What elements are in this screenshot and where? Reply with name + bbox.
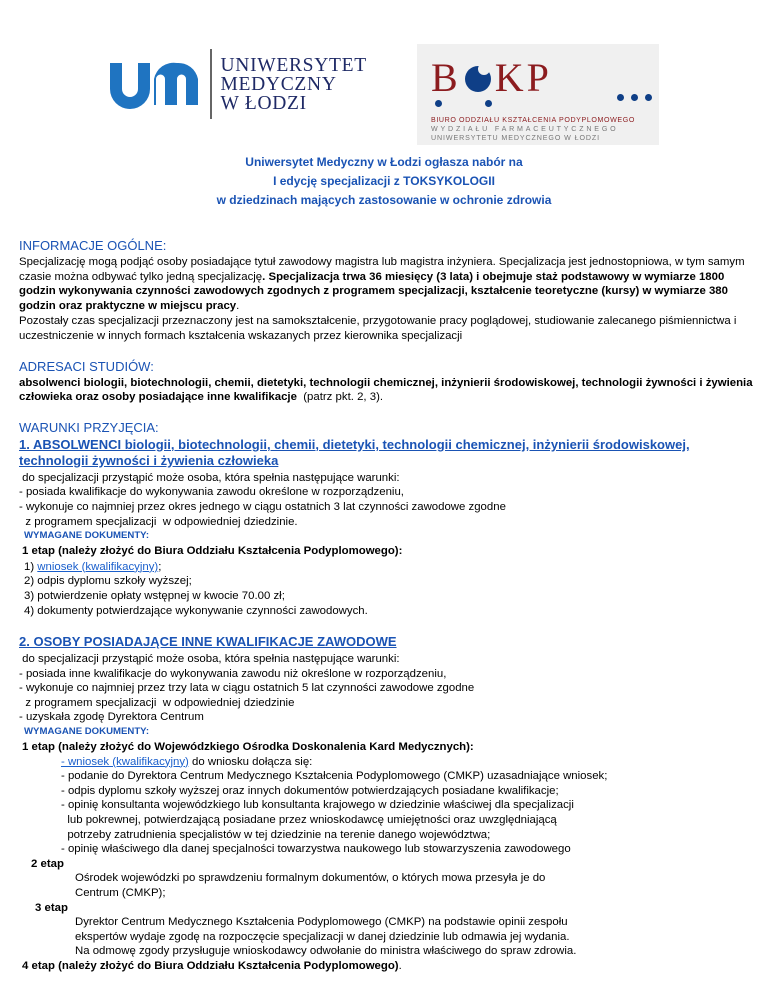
bokp-dot: [435, 100, 442, 107]
bokp-logo-word: B KP: [431, 55, 552, 100]
bokp-logo: [417, 44, 659, 145]
addressees-section: [19, 359, 754, 405]
section-heading: WARUNKI PRZYJĘCIA:: [19, 419, 159, 435]
logo-divider: [210, 49, 212, 119]
stage-1-heading: 1 etap (należy złożyć do Biura Oddziału Kształcenia Podyplomowego):: [22, 545, 403, 558]
conditions-section: [19, 420, 754, 974]
bokp-dot: [617, 94, 624, 101]
group2-title: 2. OSOBY POSIADAJĄCE INNE KWALIFIKACJE ZAWODOWE: [19, 634, 397, 650]
list-item: - opinię konsultanta wojewódzkiego lub konsultanta krajowego w dziedzinie właściwej dla specjalizacji: [61, 799, 574, 812]
list-item: - wniosek (kwalifikacyjny) do wniosku dołącza się:: [61, 755, 313, 768]
bokp-dot: [645, 94, 652, 101]
bokp-logo-subtitle: BIURO ODDZIAŁU KSZTAŁCENIA PODYPLOMOWEGO: [431, 116, 635, 124]
bokp-logo-circle: [465, 66, 491, 92]
group1-title: 1. ABSOLWENCI biologii, biotechnologii, chemii, dietetyki, technologii chemicznej, inżynierii środowiskowej, technologii żywności i żywienia człowieka: [19, 436, 690, 468]
required-documents-label: WYMAGANE DOKUMENTY:: [24, 726, 150, 738]
application-link[interactable]: - wniosek (kwalifikacyjny): [61, 755, 189, 768]
application-link[interactable]: wniosek (kwalifikacyjny): [37, 560, 159, 573]
stage-2-heading: 2 etap: [31, 857, 64, 870]
list-item: 4) dokumenty potwierdzające wykonywanie czynności zawodowych.: [24, 604, 368, 617]
document-list: [19, 560, 754, 618]
list-item: 3) potwierdzenie opłaty wstępnej w kwocie 70.00 zł;: [24, 589, 285, 602]
bokp-dot: [631, 94, 638, 101]
stage-2-text: Ośrodek wojewódzki po sprawdzeniu formalnym dokumentów, o których mowa przesyła je do Centrum (CMKP);: [75, 872, 546, 899]
group1-conditions: do specjalizacji przystąpić może osoba, która spełnia następujące warunki: - posiada kwalifikacje do wykonywania zawodu określone w rozporządzeniu, - wykonuje co najmniej przez okres jednego w ciągu ostatnich 3 lat czynności zawodowe zgodne z programem specjalizacji w odpowiedniej dziedzinie.: [19, 471, 506, 528]
list-item: - odpis dyplomu szkoły wyższej oraz innych dokumentów potwierdzających posiadane kwalifikacje;: [61, 784, 559, 797]
required-documents-label: WYMAGANE DOKUMENTY:: [24, 530, 150, 542]
section-heading: INFORMACJE OGÓLNE:: [19, 238, 167, 253]
list-item: lub pokrewnej, potwierdzającą posiadane przez wnioskodawcę umiejętności oraz uwzględniającą: [61, 814, 557, 827]
list-item: 1) wniosek (kwalifikacyjny);: [24, 560, 162, 573]
stage-1-list: [19, 755, 754, 857]
stage-3-heading: 3 etap: [35, 901, 68, 914]
group2-conditions: do specjalizacji przystąpić może osoba, która spełnia następujące warunki: - posiada inne kwalifikacje do wykonywania zawodu niż określone w rozporządzeniu, - wykonuje co najmniej przez trzy lata w ciągu ostatnich 5 lat czynności zawodowe zgodne z programem specjalizacji w odpowiedniej dziedzinie - uzyskała zgodę Dyrektora Centrum: [19, 653, 475, 724]
stage-4-heading: 4 etap (należy złożyć do Biura Oddziału Kształcenia Podyplomowego).: [22, 959, 402, 972]
section-heading: ADRESACI STUDIÓW:: [19, 358, 154, 374]
document-content: [19, 238, 754, 974]
um-logo-text: UNIWERSYTET MEDYCZNY W ŁODZI: [220, 54, 367, 114]
bokp-logo-subtitle: WYDZIAŁU FARMACEUTYCZNEGO: [431, 125, 619, 133]
um-logo-mark: [108, 59, 200, 109]
stage-1-heading: 1 etap (należy złożyć do Wojewódzkiego Ośrodka Doskonalenia Kard Medycznych):: [22, 741, 474, 754]
bokp-dot: [485, 100, 492, 107]
bokp-logo-subtitle: UNIWERSYTETU MEDYCZNEGO W ŁODZI: [431, 134, 600, 142]
general-info-section: [19, 238, 754, 344]
list-item: - opinię właściwego dla danej specjalności towarzystwa naukowego lub stowarzyszenia zawodowego: [61, 843, 571, 856]
paragraph: Pozostały czas specjalizacji przeznaczony jest na samokształcenie, przygotowanie pracy poglądowej, studiowanie zalecanego piśmiennictwa i uczestniczenie w innych formach kształcenia wskazanych przez kierownika specjalizacji: [19, 315, 737, 342]
stage-3-text: Dyrektor Centrum Medycznego Kształcenia Podyplomowego (CMKP) na podstawie opinii zespołu ekspertów wydaje zgodę na rozpoczęcie specjalizacji w danej dziedzinie lub odmawia jej wydania. Na odmowę zgody przysługuje wnioskodawcy odwołanie do ministra właściwego do spraw zdrowia.: [75, 916, 577, 958]
paragraph: absolwenci biologii, biotechnologii, chemii, dietetyki, technologii chemicznej, inżynierii środowiskowej, technologii żywności i żywienia człowieka oraz osoby posiadające inne kwalifikacje (patrz pkt. 2, 3).: [19, 376, 753, 404]
paragraph: Specjalizację mogą podjąć osoby posiadające tytuł zawodowy magistra lub magistra inżyniera. Specjalizacja jest jednostopniowa, w tym samym czasie można odbywać tylko jedną specjalizację. Specjalizacja trwa 36 miesięcy (3 lata) i obejmuje staż podstawowy w wymiarze 1800 godzin wykonywania czynności zawodowych zgodnych z programem specjalizacji, kształcenie teoretyczne (kursy) w wymiarze 380 godzin oraz praktyczne w miejscu pracy.: [19, 256, 745, 312]
announcement: Uniwersytet Medyczny w Łodzi ogłasza nabór na I edycję specjalizacji z TOKSYKOLOGII w dziedzinach mających zastosowanie w ochronie zdrowia: [216, 155, 552, 207]
university-logo: [108, 49, 367, 119]
list-item: 2) odpis dyplomu szkoły wyższej;: [24, 575, 192, 588]
list-item: - podanie do Dyrektora Centrum Medycznego Kształcenia Podyplomowego (CMKP) uzasadniające wniosek;: [61, 770, 608, 783]
list-item: potrzeby zatrudnienia specjalistów w tej dziedzinie na terenie danego województwa;: [61, 828, 491, 841]
